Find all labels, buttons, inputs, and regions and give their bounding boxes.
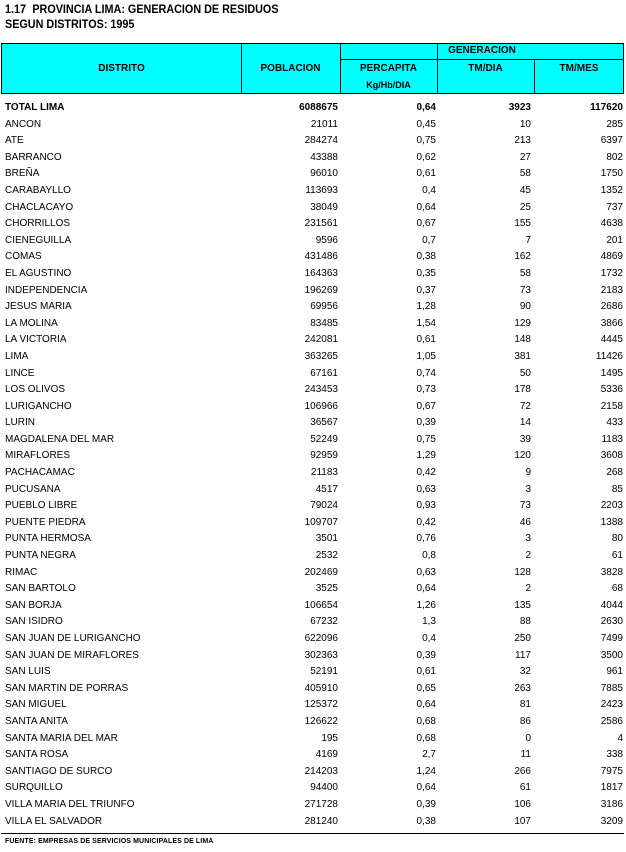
table-row: [0, 797, 626, 814]
cell-tm-mes: 802: [606, 151, 623, 163]
cell-percapita: 0,73: [416, 384, 436, 396]
cell-tm-dia: 2: [525, 550, 531, 562]
cell-tm-dia: 381: [514, 350, 531, 362]
cell-tm-dia: 213: [514, 135, 531, 147]
cell-distrito: COMAS: [5, 251, 42, 263]
cell-distrito: RIMAC: [5, 566, 38, 578]
cell-poblacion: 284274: [304, 135, 338, 147]
cell-tm-dia: 129: [514, 317, 531, 329]
cell-tm-dia: 155: [514, 218, 531, 230]
cell-tm-dia: 45: [519, 184, 531, 196]
table-number: 1.17: [5, 2, 27, 16]
cell-percapita: 0,75: [416, 433, 436, 445]
table-row: [0, 531, 626, 548]
cell-distrito: CHORRILLOS: [5, 218, 71, 230]
cell-percapita: 0,42: [416, 467, 436, 479]
cell-percapita: 0,61: [416, 666, 436, 678]
cell-tm-mes: 85: [611, 483, 623, 495]
cell-distrito: SAN JUAN DE MIRAFLORES: [5, 649, 139, 661]
header-tm-dia: TM/DIA: [468, 63, 503, 74]
cell-distrito: VILLA EL SALVADOR: [5, 815, 103, 827]
cell-tm-mes: 4044: [600, 599, 623, 611]
title-line-1: [5, 2, 279, 17]
cell-poblacion: 281240: [304, 815, 338, 827]
cell-percapita: 0,93: [416, 500, 436, 512]
cell-tm-dia: 39: [519, 433, 531, 445]
table-row: [0, 183, 626, 200]
header-tm-mes: TM/MES: [559, 63, 599, 74]
cell-poblacion: 109707: [304, 516, 338, 528]
table-bottom-rule: [1, 833, 624, 834]
cell-tm-dia: 3: [525, 483, 531, 495]
cell-distrito: LIMA: [5, 350, 29, 362]
cell-poblacion: 242081: [304, 334, 338, 346]
cell-tm-mes: 1183: [601, 433, 623, 445]
cell-percapita: 0,67: [416, 218, 436, 230]
table-row: [0, 664, 626, 681]
cell-percapita: 1,24: [416, 765, 436, 777]
cell-tm-mes: 80: [611, 533, 623, 545]
cell-percapita: 0,74: [416, 367, 436, 379]
cell-tm-dia: 178: [514, 384, 531, 396]
cell-distrito: BARRANCO: [5, 151, 62, 163]
cell-tm-dia: 162: [514, 251, 531, 263]
table-row: [0, 681, 626, 698]
table-body: [0, 100, 626, 830]
cell-percapita: 0,75: [416, 135, 436, 147]
cell-percapita: 0,42: [416, 516, 436, 528]
cell-distrito: PUEBLO LIBRE: [5, 500, 78, 512]
cell-percapita: 0,67: [416, 400, 436, 412]
table-row: [0, 299, 626, 316]
table-row: [0, 150, 626, 167]
table-row: [0, 814, 626, 831]
cell-tm-dia: 117: [515, 649, 531, 661]
table-row: [0, 465, 626, 482]
cell-poblacion: 214203: [304, 765, 338, 777]
cell-tm-dia: 73: [519, 500, 531, 512]
cell-tm-dia: 120: [514, 450, 531, 462]
cell-tm-mes: 117620: [590, 102, 623, 113]
cell-poblacion: 52191: [310, 666, 338, 678]
cell-percapita: 0,64: [416, 201, 436, 213]
cell-tm-dia: 58: [519, 168, 531, 180]
cell-tm-dia: 46: [519, 516, 531, 528]
cell-poblacion: 6088675: [299, 102, 338, 113]
cell-percapita: 0,37: [416, 284, 436, 296]
table-row: [0, 764, 626, 781]
cell-distrito: VILLA MARIA DEL TRIUNFO: [5, 798, 135, 810]
cell-distrito: CHACLACAYO: [5, 201, 74, 213]
cell-distrito: PUNTA NEGRA: [5, 550, 76, 562]
cell-poblacion: 21183: [310, 467, 338, 479]
cell-tm-dia: 266: [514, 765, 531, 777]
cell-distrito: BREÑA: [5, 168, 40, 180]
cell-tm-mes: 1732: [600, 267, 623, 279]
cell-percapita: 0,8: [422, 550, 436, 562]
table-row: [0, 200, 626, 217]
cell-tm-dia: 73: [519, 284, 531, 296]
cell-poblacion: 106966: [304, 400, 338, 412]
cell-tm-mes: 1495: [600, 367, 623, 379]
header-generacion: GENERACION: [448, 45, 516, 56]
table-header: [1, 43, 624, 94]
table-row: [0, 548, 626, 565]
cell-tm-mes: 737: [606, 201, 623, 213]
table-row: [0, 747, 626, 764]
table-title: [5, 2, 279, 32]
cell-distrito: LURIGANCHO: [5, 400, 72, 412]
cell-tm-dia: 128: [514, 566, 531, 578]
cell-distrito: SANTA MARIA DEL MAR: [5, 732, 118, 744]
cell-tm-mes: 338: [606, 749, 623, 761]
cell-tm-dia: 58: [519, 267, 531, 279]
table-row: [0, 283, 626, 300]
cell-tm-dia: 263: [514, 682, 531, 694]
cell-distrito: CIENEGUILLA: [5, 234, 72, 246]
table-row: [0, 631, 626, 648]
cell-tm-dia: 81: [519, 699, 531, 711]
cell-tm-dia: 106: [514, 798, 531, 810]
table-row: [0, 598, 626, 615]
cell-poblacion: 52249: [310, 433, 338, 445]
cell-tm-mes: 11426: [595, 350, 623, 362]
table-row: [0, 648, 626, 665]
cell-percapita: 0,64: [416, 102, 436, 113]
table-row: [0, 249, 626, 266]
cell-poblacion: 622096: [304, 633, 338, 644]
cell-tm-mes: 3608: [600, 450, 623, 462]
table-row: [0, 498, 626, 515]
table-row: [0, 697, 626, 714]
cell-tm-dia: 9: [525, 467, 531, 479]
cell-tm-mes: 3828: [600, 566, 623, 578]
cell-percapita: 1,26: [416, 599, 436, 611]
cell-tm-dia: 27: [519, 151, 531, 163]
cell-percapita: 0,76: [416, 533, 436, 545]
cell-tm-dia: 3: [525, 533, 531, 545]
cell-tm-mes: 2183: [600, 284, 623, 296]
cell-tm-dia: 11: [520, 749, 531, 761]
cell-tm-mes: 3209: [600, 815, 623, 827]
cell-tm-dia: 7: [525, 234, 531, 246]
cell-poblacion: 4169: [315, 749, 338, 761]
cell-distrito: SAN BORJA: [5, 599, 62, 611]
cell-percapita: 0,68: [416, 732, 436, 744]
table-row: [0, 133, 626, 150]
cell-distrito: CARABAYLLO: [5, 184, 71, 196]
cell-tm-dia: 50: [519, 367, 531, 379]
cell-percapita: 0,63: [416, 483, 436, 495]
cell-poblacion: 271728: [304, 798, 338, 810]
header-percapita-unit: Kg/Hb/DIA: [366, 80, 411, 90]
cell-poblacion: 69956: [310, 301, 338, 313]
cell-poblacion: 4517: [315, 483, 338, 495]
cell-distrito: SAN MIGUEL: [5, 699, 67, 711]
table-row-total: [0, 100, 626, 117]
cell-distrito: JESUS MARIA: [5, 301, 72, 313]
cell-distrito: PUNTA HERMOSA: [5, 533, 91, 545]
cell-tm-dia: 250: [514, 633, 531, 644]
cell-tm-mes: 7975: [600, 765, 623, 777]
cell-poblacion: 43388: [310, 151, 338, 163]
cell-poblacion: 79024: [310, 500, 338, 512]
cell-poblacion: 363265: [304, 350, 338, 362]
table-row: [0, 266, 626, 283]
cell-distrito: SANTA ANITA: [5, 715, 68, 727]
table-row: [0, 166, 626, 183]
table-row: [0, 382, 626, 399]
cell-tm-mes: 4: [617, 732, 623, 744]
cell-percapita: 0,45: [416, 118, 436, 130]
cell-poblacion: 92959: [310, 450, 338, 462]
cell-percapita: 1,29: [416, 450, 436, 462]
cell-tm-mes: 1750: [600, 168, 623, 180]
table-row: [0, 515, 626, 532]
table-row: [0, 780, 626, 797]
cell-distrito: PUENTE PIEDRA: [5, 516, 86, 528]
header-distrito: DISTRITO: [98, 63, 145, 74]
title-line-2: SEGUN DISTRITOS: 1995: [5, 17, 135, 31]
cell-distrito: LINCE: [5, 367, 35, 379]
header-divider: [340, 59, 623, 60]
table-row: [0, 399, 626, 416]
cell-distrito: EL AGUSTINO: [5, 267, 72, 279]
cell-poblacion: 21011: [310, 118, 338, 130]
cell-poblacion: 2532: [315, 550, 338, 562]
cell-tm-dia: 2: [525, 583, 531, 595]
cell-tm-mes: 3500: [600, 649, 623, 661]
cell-distrito: TOTAL LIMA: [5, 102, 65, 113]
cell-tm-mes: 6397: [600, 135, 623, 147]
cell-tm-mes: 2686: [600, 301, 623, 313]
cell-percapita: 0,64: [416, 782, 436, 794]
table-row: [0, 216, 626, 233]
cell-tm-mes: 68: [611, 583, 623, 595]
cell-percapita: 0,62: [416, 151, 436, 163]
cell-distrito: PACHACAMAC: [5, 467, 75, 479]
cell-percapita: 0,4: [422, 633, 436, 644]
cell-percapita: 0,4: [422, 184, 436, 196]
cell-percapita: 0,61: [416, 334, 436, 346]
cell-percapita: 0,68: [416, 715, 436, 727]
header-percapita: PERCAPITA: [359, 63, 418, 74]
cell-percapita: 1,3: [422, 616, 436, 628]
cell-percapita: 0,63: [416, 566, 436, 578]
cell-distrito: SAN JUAN DE LURIGANCHO: [5, 633, 141, 644]
cell-tm-mes: 1352: [600, 184, 623, 196]
cell-tm-mes: 4869: [600, 251, 623, 263]
cell-poblacion: 126622: [304, 715, 338, 727]
cell-tm-mes: 4445: [600, 334, 623, 346]
cell-distrito: ATE: [5, 135, 24, 147]
cell-percapita: 0,39: [416, 798, 436, 810]
table-row: [0, 482, 626, 499]
cell-tm-mes: 1817: [600, 782, 623, 794]
cell-tm-mes: 3866: [600, 317, 623, 329]
table-row: [0, 448, 626, 465]
cell-percapita: 0,38: [416, 251, 436, 263]
cell-tm-dia: 32: [519, 666, 531, 678]
cell-poblacion: 3501: [315, 533, 338, 545]
table-row: [0, 349, 626, 366]
table-row: [0, 432, 626, 449]
cell-tm-dia: 148: [514, 334, 531, 346]
title-text: PROVINCIA LIMA: GENERACION DE RESIDUOS: [32, 2, 279, 16]
cell-percapita: 1,54: [416, 317, 436, 329]
cell-tm-dia: 72: [519, 400, 531, 412]
cell-percapita: 0,39: [416, 417, 436, 429]
table-row: [0, 565, 626, 582]
cell-poblacion: 164363: [304, 267, 338, 279]
cell-poblacion: 106654: [304, 599, 338, 611]
cell-distrito: SANTA ROSA: [5, 749, 69, 761]
cell-distrito: PUCUSANA: [5, 483, 61, 495]
table-row: [0, 366, 626, 383]
table-row: [0, 731, 626, 748]
cell-poblacion: 196269: [304, 284, 338, 296]
cell-poblacion: 96010: [310, 168, 338, 180]
cell-percapita: 0,39: [416, 649, 436, 661]
cell-poblacion: 3525: [315, 583, 338, 595]
source-note: FUENTE: EMPRESAS DE SERVICIOS MUNICIPALES DE LIMA: [5, 838, 214, 845]
cell-distrito: MAGDALENA DEL MAR: [5, 433, 115, 445]
cell-tm-dia: 14: [519, 417, 531, 429]
cell-tm-mes: 961: [606, 666, 623, 678]
cell-tm-dia: 88: [519, 616, 531, 628]
cell-poblacion: 38049: [310, 201, 338, 213]
cell-distrito: LA VICTORIA: [5, 334, 67, 346]
cell-tm-mes: 2203: [600, 500, 623, 512]
cell-poblacion: 405910: [304, 682, 338, 694]
cell-tm-mes: 2586: [600, 715, 623, 727]
cell-tm-mes: 268: [606, 467, 623, 479]
cell-distrito: SAN MARTIN DE PORRAS: [5, 682, 129, 694]
cell-poblacion: 36567: [310, 417, 338, 429]
cell-percapita: 0,65: [416, 682, 436, 694]
cell-percapita: 1,05: [416, 350, 436, 362]
table-row: [0, 581, 626, 598]
cell-distrito: MIRAFLORES: [5, 450, 71, 462]
table-row: [0, 332, 626, 349]
cell-tm-dia: 0: [525, 732, 531, 744]
cell-tm-mes: 7885: [600, 682, 623, 694]
cell-tm-mes: 433: [606, 417, 623, 429]
cell-tm-dia: 10: [519, 118, 531, 130]
cell-percapita: 0,64: [416, 583, 436, 595]
cell-percapita: 1,28: [416, 301, 436, 313]
cell-distrito: LURIN: [5, 417, 36, 429]
cell-tm-mes: 2630: [600, 616, 623, 628]
cell-distrito: SURQUILLO: [5, 782, 63, 794]
cell-poblacion: 195: [321, 732, 338, 744]
cell-percapita: 0,64: [416, 699, 436, 711]
cell-poblacion: 67161: [310, 367, 338, 379]
cell-tm-dia: 3923: [508, 102, 531, 113]
cell-distrito: INDEPENDENCIA: [5, 284, 88, 296]
cell-percapita: 0,38: [416, 815, 436, 827]
cell-distrito: LA MOLINA: [5, 317, 58, 329]
cell-distrito: SANTIAGO DE SURCO: [5, 765, 113, 777]
cell-percapita: 0,61: [416, 168, 436, 180]
cell-tm-mes: 285: [606, 118, 623, 130]
cell-tm-dia: 61: [519, 782, 531, 794]
cell-distrito: SAN LUIS: [5, 666, 51, 678]
cell-poblacion: 94400: [310, 782, 338, 794]
cell-tm-mes: 7499: [600, 633, 623, 644]
cell-tm-mes: 4638: [600, 218, 623, 230]
cell-tm-dia: 107: [514, 815, 531, 827]
cell-tm-mes: 5336: [600, 384, 623, 396]
cell-percapita: 2,7: [422, 749, 436, 761]
cell-poblacion: 302363: [304, 649, 338, 661]
cell-percapita: 0,7: [422, 234, 436, 246]
table-row: [0, 233, 626, 250]
cell-percapita: 0,35: [416, 267, 436, 279]
cell-tm-mes: 3186: [600, 798, 623, 810]
cell-tm-dia: 90: [519, 301, 531, 313]
cell-poblacion: 202469: [304, 566, 338, 578]
cell-poblacion: 67232: [310, 616, 338, 628]
table-row: [0, 316, 626, 333]
table-row: [0, 415, 626, 432]
cell-poblacion: 231561: [304, 218, 338, 230]
table-row: [0, 614, 626, 631]
cell-tm-dia: 25: [519, 201, 531, 213]
header-poblacion: POBLACION: [260, 63, 321, 74]
cell-tm-mes: 2158: [600, 400, 623, 412]
cell-tm-dia: 86: [519, 715, 531, 727]
cell-distrito: SAN ISIDRO: [5, 616, 63, 628]
cell-tm-mes: 2423: [600, 699, 623, 711]
cell-distrito: LOS OLIVOS: [5, 384, 66, 396]
table-row: [0, 714, 626, 731]
cell-tm-mes: 201: [606, 234, 623, 246]
cell-poblacion: 113693: [305, 184, 338, 196]
cell-distrito: SAN BARTOLO: [5, 583, 76, 595]
cell-tm-mes: 61: [611, 550, 623, 562]
cell-poblacion: 83485: [310, 317, 338, 329]
cell-tm-dia: 135: [514, 599, 531, 611]
cell-distrito: ANCON: [5, 118, 42, 130]
cell-poblacion: 431486: [304, 251, 338, 263]
cell-poblacion: 243453: [304, 384, 338, 396]
cell-poblacion: 9596: [315, 234, 338, 246]
cell-tm-mes: 1388: [600, 516, 623, 528]
cell-poblacion: 125372: [304, 699, 338, 711]
table-row: [0, 117, 626, 134]
